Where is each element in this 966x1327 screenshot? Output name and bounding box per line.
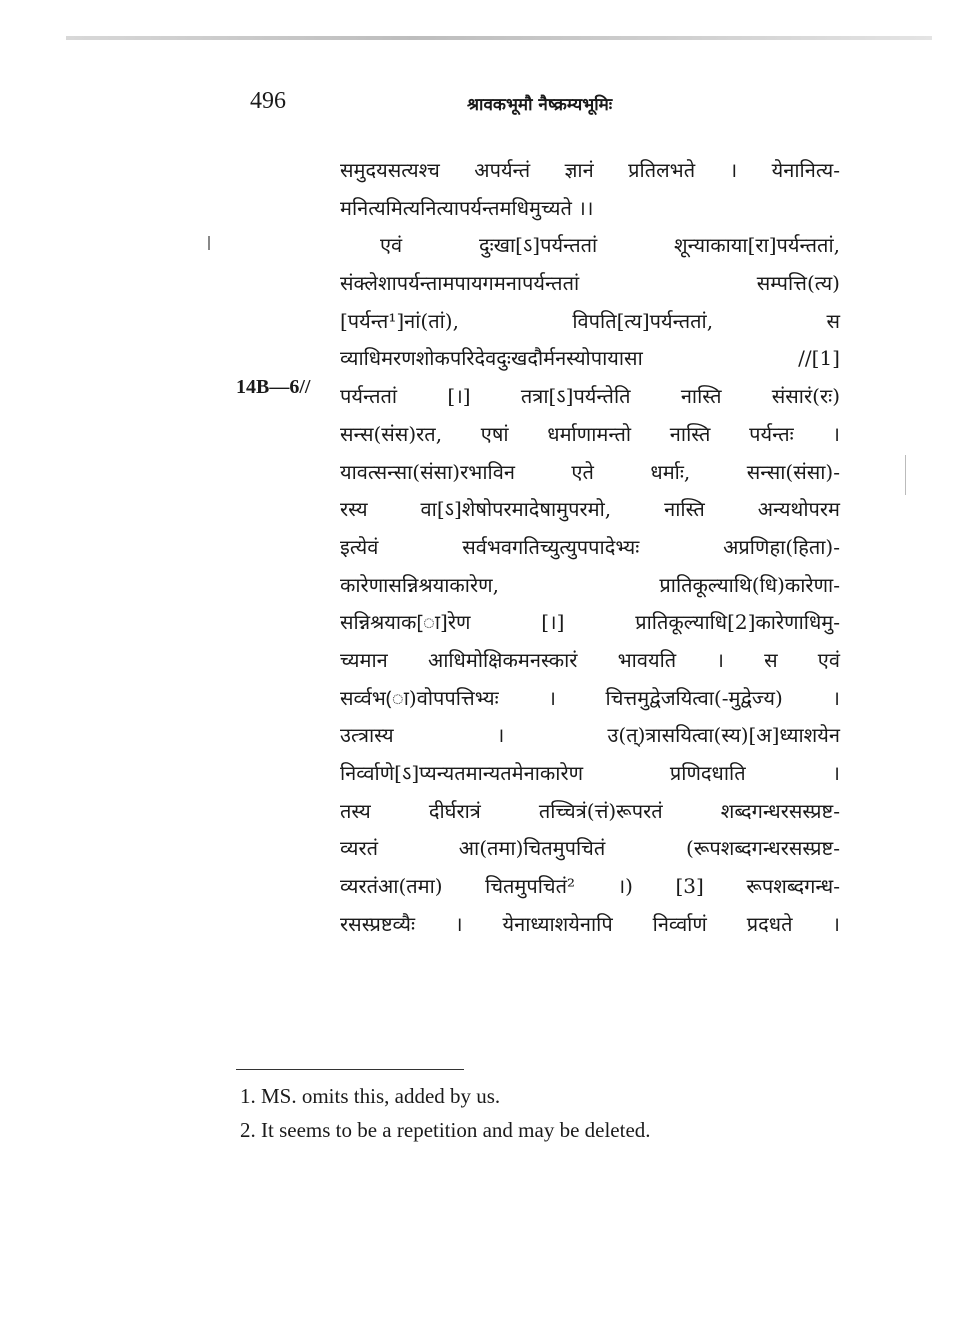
text-line: व्याधिमरणशोकपरिदेवदुःखदौर्मनस्योपायासा //[1] [340, 346, 840, 371]
text-line: निर्व्वाणे[ऽ]प्यन्यतमान्यतमेनाकारेण प्रणिदधाति । [340, 761, 840, 785]
text-line: समुदयसत्यश्च अपर्यन्तं ज्ञानं प्रतिलभते । येनानित्य- [340, 158, 840, 182]
text-line: सन्निश्रयाक[ा]रेण [।] प्रातिकूल्याधि[2]कारेणाधिमु- [340, 610, 840, 635]
text-line: व्यरतंआ(तमा) चितमुपचितं² ।) [3] रूपशब्दगन्ध- [340, 874, 840, 899]
text-line: [पर्यन्त¹]नां(तां), विपति[त्य]पर्यन्ततां, स [340, 308, 840, 333]
footnote-divider [236, 1069, 464, 1070]
text-line: सन्स(संस)रत, एषां धर्माणामन्तो नास्ति पर्यन्तः । [340, 421, 840, 446]
text-line: कारेणासन्निश्रयाकारेण, प्रातिकूल्याथि(धि)कारेणा- [340, 572, 840, 597]
text-line: रसस्प्रष्टव्यैः । येनाध्याशयेनापि निर्व्वाणं प्रदधते । [340, 911, 840, 936]
text-line: रस्य वा[ऽ]शेषोपरमादेषामुपरमो, नास्ति अन्यथोपरम [340, 497, 840, 522]
text-line: पर्यन्ततां [।] तत्रा[ऽ]पर्यन्तेति नास्ति संसारं(रः) [340, 384, 840, 409]
text-line: तस्य दीर्घरात्रं तच्चित्रं(त्तं)रूपरतं शब्दगन्धरसस्प्रष्ट- [340, 798, 840, 823]
footnote: 2. It seems to be a repetition and may be deleted. [240, 1118, 651, 1142]
footnote: 1. MS. omits this, added by us. [240, 1084, 501, 1108]
running-title: श्रावकभूमौ नैष्क्रम्यभूमिः [467, 95, 613, 115]
text-line: व्यरतं आ(तमा)चितमुपचितं (रूपशब्दगन्धरसस्प्रष्ट- [340, 836, 840, 861]
page-number: 496 [250, 88, 286, 114]
text-line: एवं दुःखा[ऽ]पर्यन्ततां शून्याकाया[रा]पर्यन्ततां, [380, 233, 840, 258]
text-line: च्यमान आधिमोक्षिकमनस्कारं भावयति । स एवं [340, 647, 840, 672]
text-line: यावत्सन्सा(संसा)रभाविन एते धर्माः, सन्सा(संसा)- [340, 459, 840, 484]
text-line: सर्व्वभ(ा)वोपपत्तिभ्यः । चित्तमुद्वेजयित्वा(-मुद्वेज्य) । [340, 685, 840, 710]
margin-reference: 14B—6// [236, 376, 311, 398]
text-line: उत्त्रास्य । उ(त्)त्रासयित्वा(स्य)[अ]ध्याशयेन [340, 723, 840, 748]
body-text [340, 152, 840, 943]
scan-top-edge [66, 36, 932, 40]
scan-speck [905, 455, 906, 495]
text-line: इत्येवं सर्वभवगतिच्युत्युपपादेभ्यः अप्रणिहा(हिता)- [340, 534, 840, 559]
text-line: संक्लेशापर्यन्तामपायगमनापर्यन्ततां सम्पत्ति(त्य) [340, 271, 840, 296]
text-line: मनित्यमित्यनित्यापर्यन्तमधिमुच्यते ।। [340, 195, 594, 220]
scan-speck [208, 236, 210, 250]
footnotes [240, 1082, 651, 1150]
